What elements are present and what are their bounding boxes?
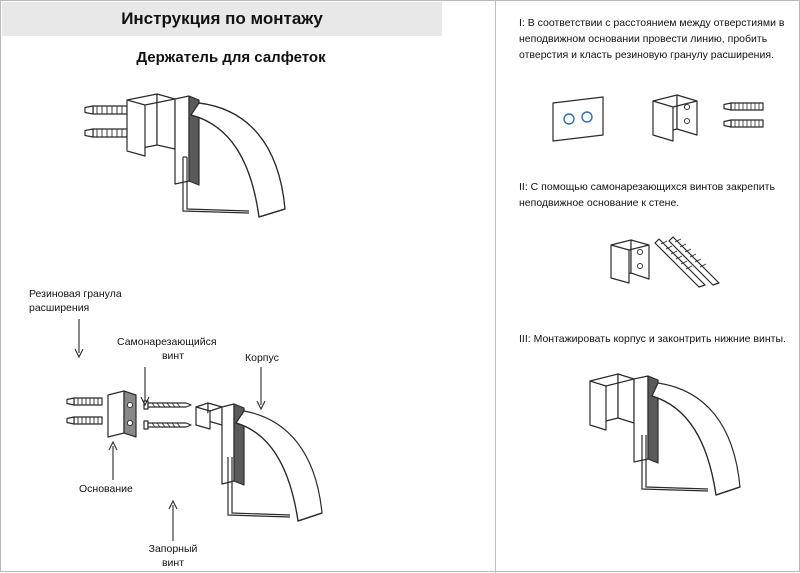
exploded-post bbox=[196, 403, 244, 485]
exploded-granule-bottom bbox=[67, 417, 102, 424]
granule-top bbox=[85, 106, 127, 114]
step-1-base-bracket bbox=[653, 95, 697, 141]
callout-rubber-granule-line1: Резиновая гранула bbox=[29, 288, 122, 300]
top-assembly-drawing bbox=[71, 81, 351, 241]
callout-rubber-granule-line2: расширения bbox=[29, 302, 90, 314]
wall-plate bbox=[553, 97, 603, 141]
callout-base bbox=[79, 482, 169, 496]
callout-base-text: Основание bbox=[79, 483, 133, 495]
step-2-screw-top bbox=[655, 239, 705, 287]
exploded-screw-top bbox=[144, 401, 191, 409]
callout-self-tapping-screw-line1: Самонарезающийся bbox=[117, 336, 217, 348]
exploded-screw-bottom bbox=[144, 421, 191, 429]
step-2-drawing bbox=[601, 235, 731, 295]
page-title: Инструкция по монтажу bbox=[121, 9, 323, 28]
step-3-base-block bbox=[590, 374, 634, 430]
base-block bbox=[127, 94, 175, 156]
callout-locking-screw bbox=[123, 542, 223, 570]
vertical-divider bbox=[495, 1, 496, 573]
arrow-locking-screw bbox=[165, 497, 181, 541]
step-2-screw-bottom bbox=[669, 237, 719, 285]
step-1-text: I: В соответствии с расстоянием между отверстиями в неподвижном основании провести линию, пробить отверстия и класть резиновую гранулу расширения. bbox=[519, 17, 785, 61]
curved-body bbox=[191, 103, 285, 217]
callout-body bbox=[245, 351, 325, 365]
callout-rubber-granule bbox=[29, 287, 159, 315]
arrow-base bbox=[105, 438, 121, 480]
step-2-base-bracket bbox=[611, 240, 649, 283]
arrow-self-tapping-screw bbox=[137, 367, 153, 409]
step-2-text: II: С помощью самонарезающихся винтов закрепить неподвижное основание к стене. bbox=[519, 181, 775, 209]
exploded-assembly-drawing bbox=[56, 381, 356, 551]
arrow-body bbox=[253, 367, 269, 413]
exploded-granule-top bbox=[67, 398, 102, 405]
step-3-curved-body bbox=[652, 383, 740, 495]
page-subtitle: Держатель для салфеток bbox=[136, 49, 326, 66]
callout-self-tapping-screw bbox=[117, 335, 247, 363]
step-3-napkin-arm bbox=[642, 435, 708, 491]
step-1-granule-top bbox=[724, 103, 763, 110]
granule-bottom bbox=[85, 129, 127, 137]
title-band bbox=[2, 2, 442, 36]
callout-locking-screw-line2: винт bbox=[161, 557, 185, 569]
callout-body-text: Корпус bbox=[245, 352, 279, 364]
napkin-arm bbox=[183, 157, 249, 213]
step-3-drawing bbox=[576, 363, 796, 523]
step-3-post bbox=[634, 376, 658, 463]
arrow-rubber-granule bbox=[71, 319, 87, 361]
callout-self-tapping-screw-line2: винт bbox=[161, 350, 185, 362]
exploded-curved-body bbox=[236, 411, 322, 521]
exploded-napkin-arm bbox=[228, 457, 290, 517]
exploded-base bbox=[108, 391, 136, 437]
callout-locking-screw-line1: Запорный bbox=[148, 543, 198, 555]
step-1-drawing bbox=[531, 89, 781, 151]
step-1-granule-bottom bbox=[724, 120, 763, 127]
vertical-post bbox=[175, 96, 199, 185]
step-3-text: III: Монтажировать корпус и законтрить нижние винты. bbox=[519, 333, 786, 345]
